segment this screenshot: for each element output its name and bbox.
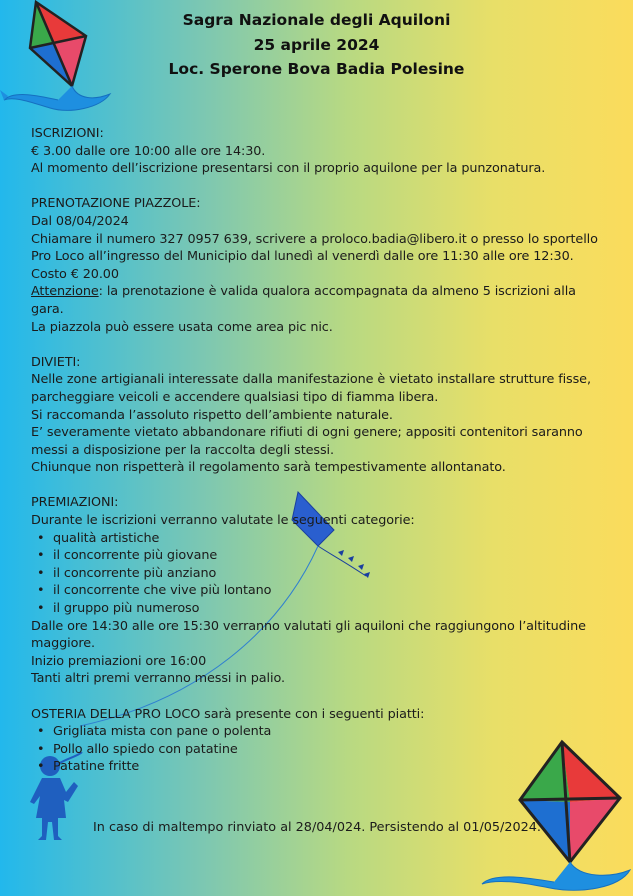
text-line: Si raccomanda l’assoluto rispetto dell’ambiente naturale. [31,407,393,423]
event-date: 25 aprile 2024 [253,35,380,54]
section-title: PREMIAZIONI: [31,495,119,511]
section-title: OSTERIA DELLA PRO LOCO sarà presente con i seguenti piatti: [31,706,425,722]
text-line: messi a disposizione per la raccolta degli stessi. [31,442,334,458]
attention-line [31,283,606,301]
list-item: • il concorrente più giovane [53,547,606,565]
section-divieti [31,354,606,477]
event-header [0,8,633,82]
text-line: Pro Loco all’ingresso del Municipio dal lunedì al venerdì dalle ore 11:30 alle ore 12:30. [31,249,574,265]
text-line: E’ severamente vietato abbandonare rifiuti di ogni genere; appositi contenitori saranno [31,425,583,441]
section-iscrizioni [31,125,606,178]
dishes-list [31,723,606,776]
section-title: DIVIETI: [31,354,81,370]
list-item: • Pollo allo spiedo con patatine [53,741,606,759]
event-title: Sagra Nazionale degli Aquiloni [182,11,451,29]
event-location: Loc. Sperone Bova Badia Polesine [168,60,465,78]
text-line: Chiamare il numero 327 0957 639, scrivere a proloco.badia@libero.it o presso lo sportello [31,231,598,247]
list-item: • il concorrente più anziano [53,565,606,583]
text-line: € 3.00 dalle ore 10:00 alle ore 14:30. [31,143,266,159]
text-line: maggiore. [31,636,95,652]
text-line: gara. [31,301,64,317]
text-line: parcheggiare veicoli e accendere qualsiasi tipo di fiamma libera. [31,389,439,405]
list-item: • Patatine fritte [53,758,606,776]
text-line: Dal 08/04/2024 [31,213,129,229]
text-line: Nelle zone artigianali interessate dalla manifestazione è vietato installare strutture fisse, [31,372,591,388]
text-line: Chiunque non rispetterà il regolamento sarà tempestivamente allontanato. [31,460,506,476]
section-premiazioni [31,494,606,688]
text-line: Dalle ore 14:30 alle ore 15:30 verranno valutati gli aquiloni che raggiungono l’altitudine [31,618,586,634]
list-item: • Grigliata mista con pane o polenta [53,723,606,741]
list-item: • il concorrente che vive più lontano [53,582,606,600]
event-details [31,125,606,776]
text-line: Durante le iscrizioni verranno valutate le seguenti categorie: [31,513,415,529]
text-line: Inizio premiazioni ore 16:00 [31,653,207,669]
section-osteria [31,706,606,776]
attention-label: Attenzione [31,284,99,300]
text-line: Costo € 20.00 [31,266,119,282]
categories-list [31,530,606,618]
text-line: La piazzola può essere usata come area pic nic. [31,319,333,335]
section-title: PRENOTAZIONE PIAZZOLE: [31,196,201,212]
section-prenotazione [31,195,606,336]
text-line: Tanti altri premi verranno messi in palio. [31,671,285,687]
attention-text: : la prenotazione è valida qualora accompagnata da almeno 5 iscrizioni alla [98,284,576,300]
section-title: ISCRIZIONI: [31,126,104,141]
list-item: • qualità artistiche [53,530,606,548]
text-line: Al momento dell’iscrizione presentarsi con il proprio aquilone per la punzonatura. [31,161,546,177]
list-item: • il gruppo più numeroso [53,600,606,618]
bad-weather-note: In caso di maltempo rinviato al 28/04/024. Persistendo al 01/05/2024. [93,820,542,835]
